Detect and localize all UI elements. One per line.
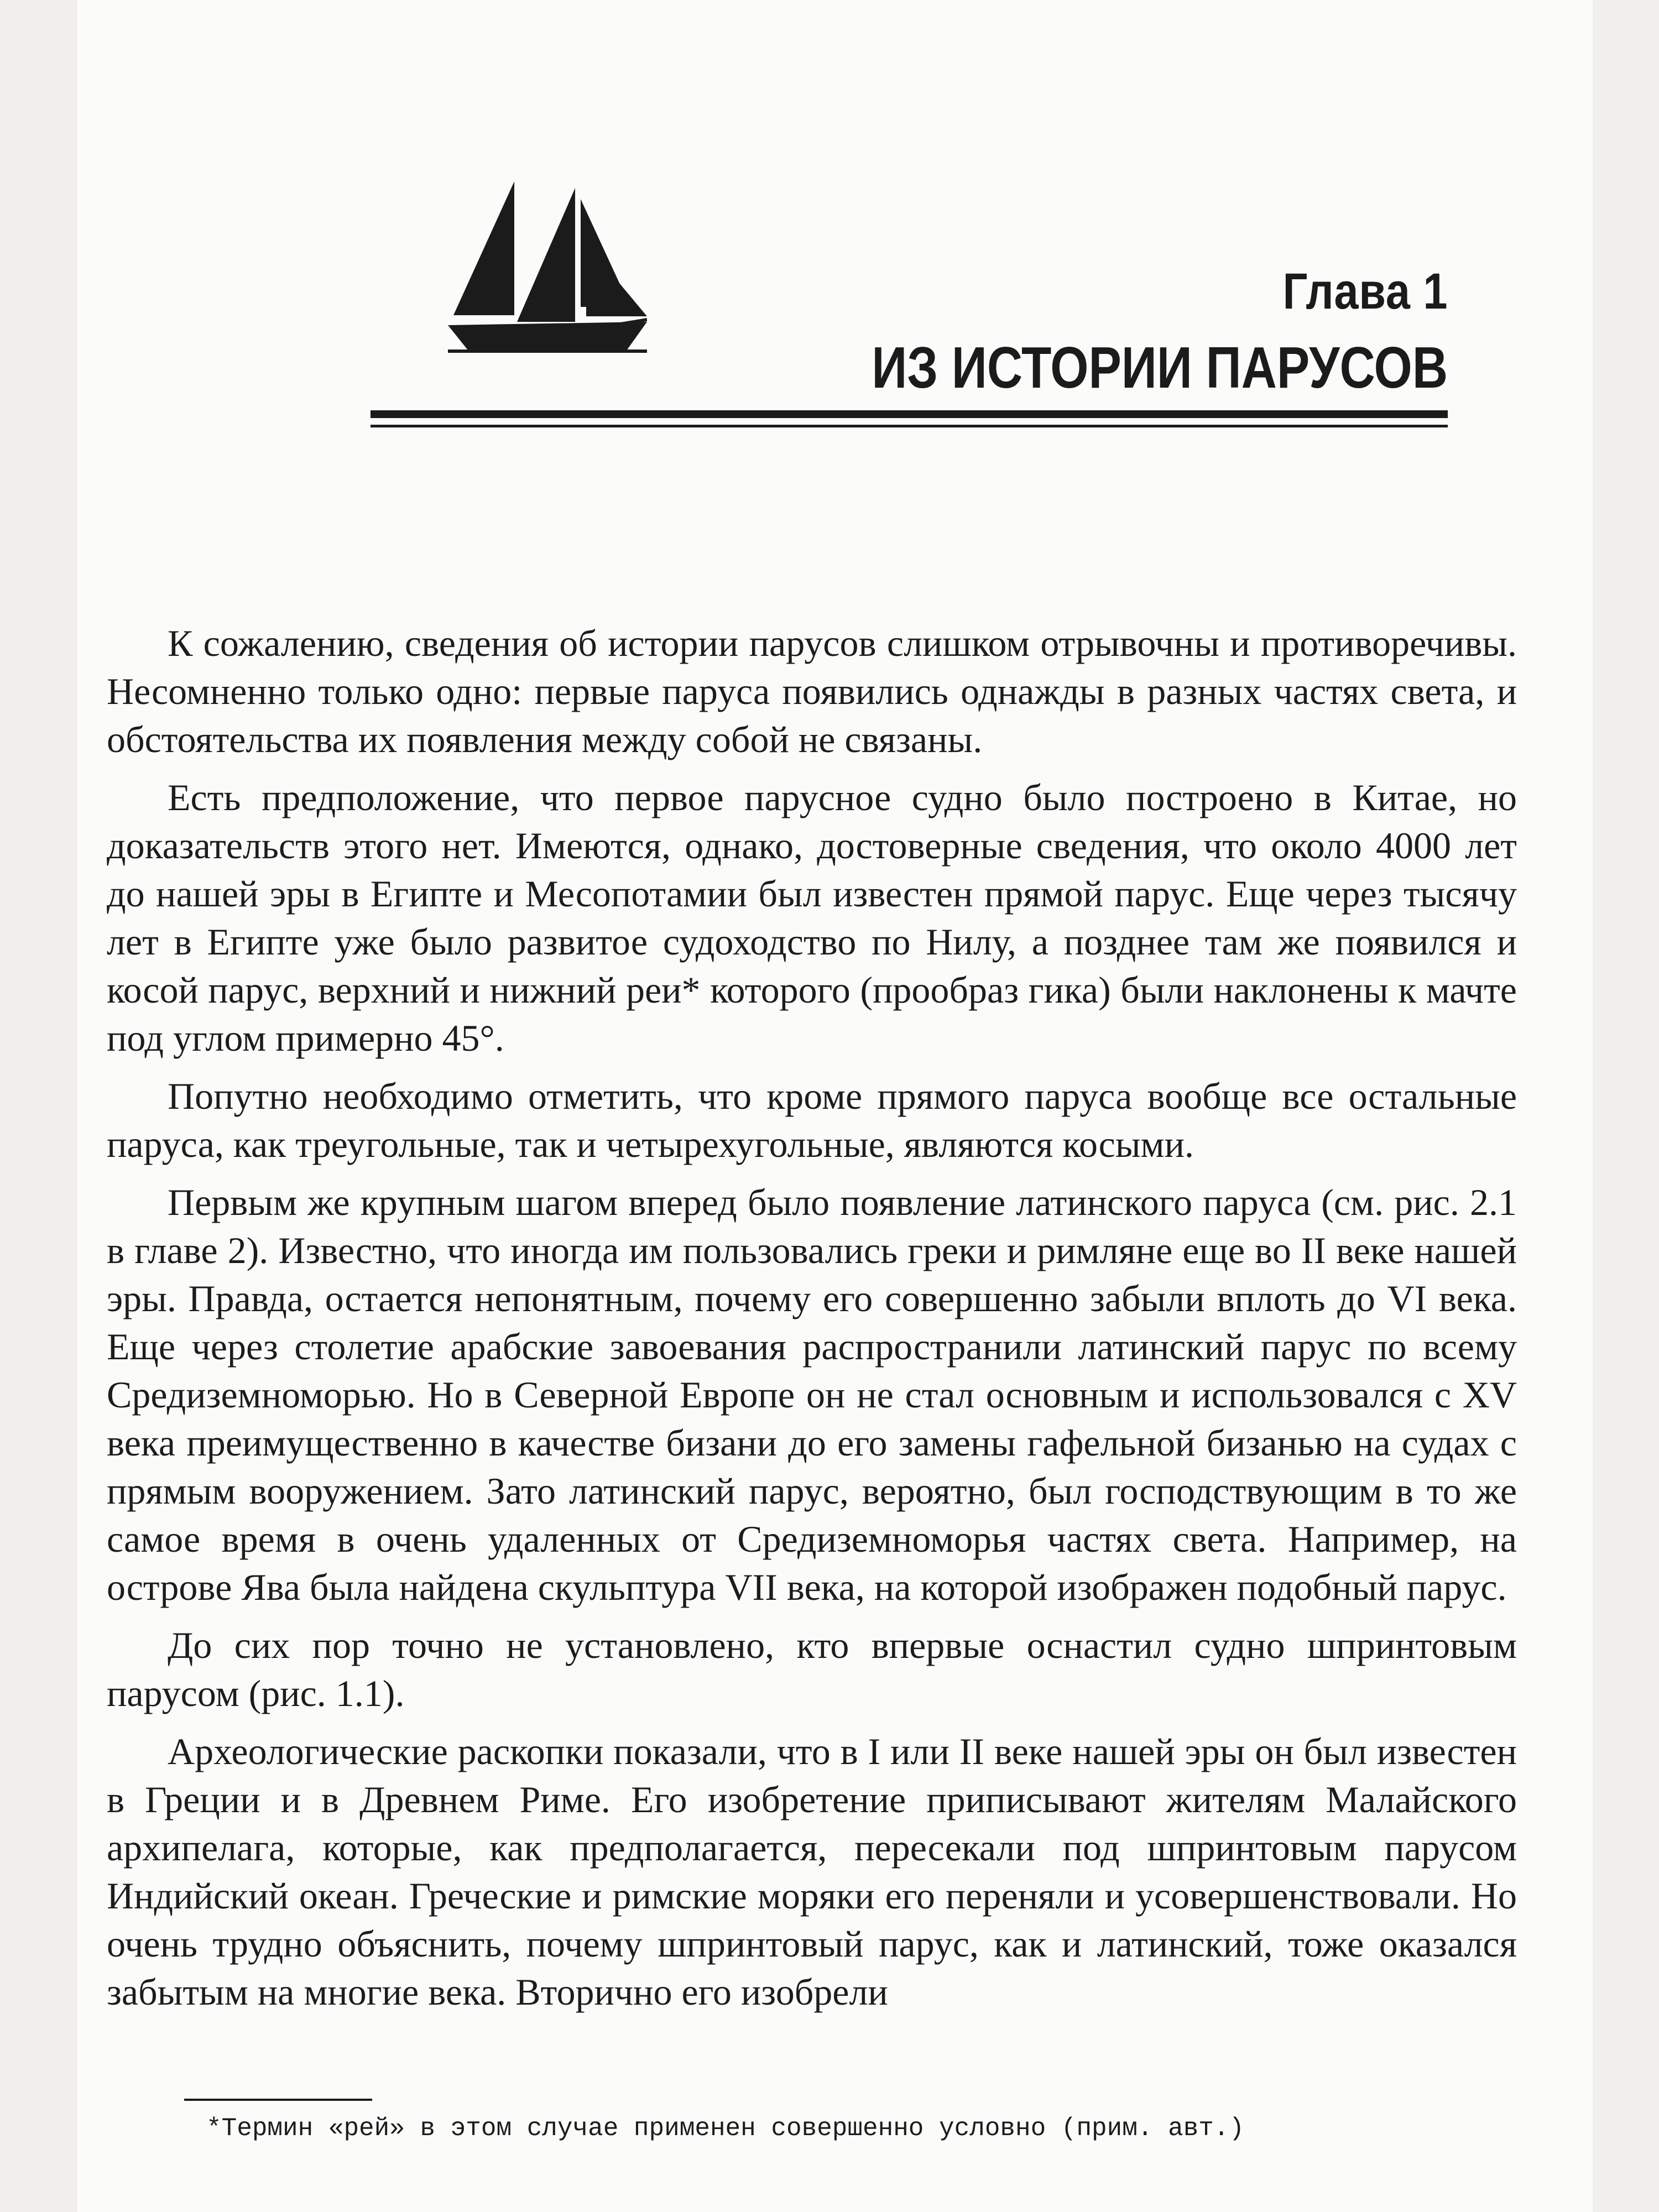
- chapter-title: ИЗ ИСТОРИИ ПАРУСОВ: [872, 335, 1448, 400]
- book-page: [77, 0, 1593, 2212]
- paragraph: Попутно необходимо отметить, что кроме прямого паруса вообще все остальные паруса, как треугольные, так и четырехугольные, являются косыми.: [107, 1075, 1517, 1165]
- paragraph: Первым же крупным шагом вперед было появление латинского паруса (см. рис. 2.1 в главе 2). Известно, что иногда им пользовались греки и римляне еще во II веке нашей эры. Правда, остается непонятным, почему его совершенно забыли вплоть до VI века. Еще через столетие арабские завоевания распространили латинский парус по всему Средиземноморью. Но в Северной Европе он не стал основным и использовался с XV века преимущественно в качестве бизани до его замены гафельной бизанью на судах с прямым вооружением. Зато латинский парус, вероятно, был господствующим в то же самое время в очень удаленных от Средиземноморья частях света. Например, на острове Ява была найдена скульптура VII века, на которой изображен подобный парус.: [107, 1181, 1517, 1608]
- heading-rule-thick: [371, 410, 1448, 418]
- heading-rule-thin: [371, 425, 1448, 427]
- body-text: [107, 619, 1517, 2026]
- footnote-divider: [184, 2099, 372, 2101]
- chapter-number: Глава 1: [1282, 263, 1448, 320]
- paragraph: До сих пор точно не установлено, кто впервые оснастил судно шпринтовым парусом (рис. 1.1).: [107, 1624, 1517, 1714]
- sailing-ship-icon: [448, 177, 647, 382]
- paragraph: К сожалению, сведения об истории парусов слишком отрывочны и противоречивы. Несомненно только одно: первые паруса появились однажды в разных частях света, и обстоятельства их появления между собой не связаны.: [107, 622, 1517, 760]
- paragraph: Есть предположение, что первое парусное судно было построено в Китае, но доказательств этого нет. Имеются, однако, достоверные сведения, что около 4000 лет до нашей эры в Египте и Месопотамии был известен прямой парус. Еще через тысячу лет в Египте уже было развитое судоходство по Нилу, а позднее там же появился и косой парус, верхний и нижний реи* которого (прообраз гика) были наклонены к мачте под углом примерно 45°.: [107, 776, 1517, 1059]
- paragraph: Археологические раскопки показали, что в I или II веке нашей эры он был известен в Греции и в Древнем Риме. Его изобретение приписывают жителям Малайского архипелага, которые, как предполагается, пересекали под шпринтовым парусом Индийский океан. Греческие и римские моряки его переняли и усовершенствовали. Но очень трудно объяснить, почему шпринтовый парус, как и латинский, тоже оказался забытым на многие века. Вторично его изобрели: [107, 1730, 1517, 2013]
- footnote: *Термин «рей» в этом случае применен совершенно условно (прим. авт.): [206, 2114, 1245, 2143]
